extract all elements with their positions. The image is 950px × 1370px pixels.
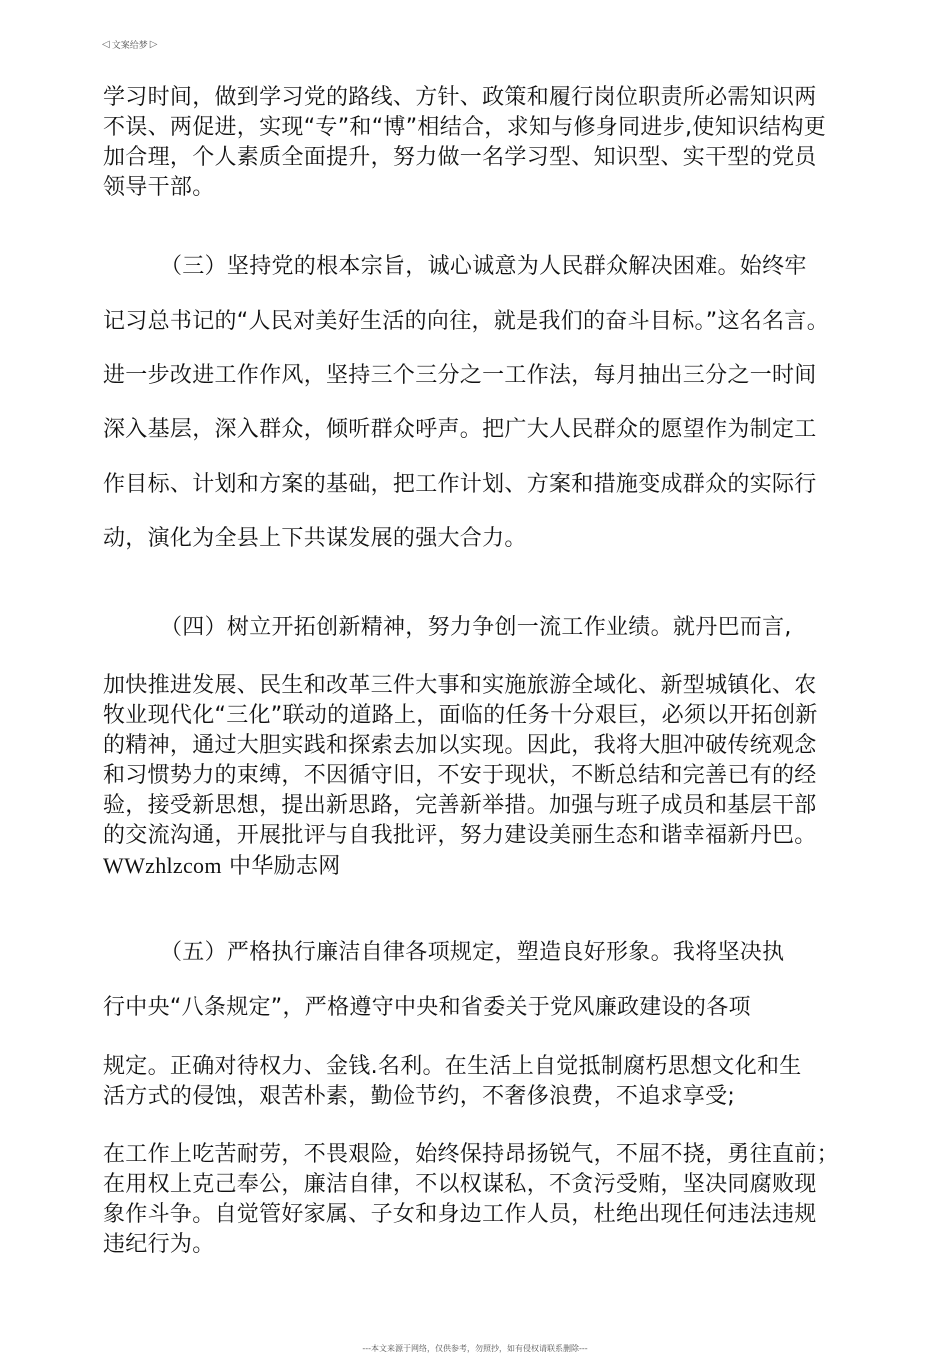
paragraph-4-line-8: 违纪行为。 bbox=[103, 1232, 215, 1257]
paragraph-2-line-1: （三）坚持党的根本宗旨，诚心诚意为人民群众解决困难。始终牢 bbox=[160, 254, 807, 279]
paragraph-4-line-6: 在用权上克己奉公，廉洁自律，不以权谋私，不贪污受贿，坚决同腐败现 bbox=[103, 1172, 817, 1197]
site-name-chinese: 中华励志网 bbox=[221, 854, 341, 879]
paragraph-1-line-3: 加合理，个人素质全面提升，努力做一名学习型、知识型、实干型的党员 bbox=[103, 145, 817, 170]
paragraph-3-site-line bbox=[103, 853, 341, 880]
paragraph-4-line-2: 行中央“八条规定”，严格遵守中央和省委关于党风廉政建设的各项 bbox=[103, 995, 751, 1020]
paragraph-4-line-3: 规定。正确对待权力、金钱.名利。在生活上自觉抵制腐朽思想文化和生 bbox=[103, 1054, 802, 1079]
right-triangle-icon: ▷ bbox=[149, 39, 158, 50]
paragraph-3-line-1: （四）树立开拓创新精神，努力争创一流工作业绩。就丹巴而言, bbox=[160, 615, 792, 640]
paragraph-2-line-5: 作目标、计划和方案的基础，把工作计划、方案和措施变成群众的实际行 bbox=[103, 472, 817, 497]
paragraph-3-line-4: 的精神，通过大胆实践和探索去加以实现。因此，我将大胆冲破传统观念 bbox=[103, 733, 817, 758]
paragraph-3-line-6: 验，接受新思想，提出新思路，完善新举措。加强与班子成员和基层干部 bbox=[103, 793, 817, 818]
paragraph-3-line-3: 牧业现代化“三化”联动的道路上，面临的任务十分艰巨，必须以开拓创新 bbox=[103, 703, 818, 728]
footer-disclaimer: ---本文来源于网络，仅供参考，勿照抄，如有侵权请联系删除--- bbox=[362, 1344, 588, 1353]
paragraph-3-line-2: 加快推进发展、民生和改革三件大事和实施旅游全域化、新型城镇化、农 bbox=[103, 673, 817, 698]
paragraph-2-line-4: 深入基层，深入群众，倾听群众呼声。把广大人民群众的愿望作为制定工 bbox=[103, 417, 817, 442]
paragraph-2-line-2: 记习总书记的“人民对美好生活的向往，就是我们的奋斗目标。”这名名言。 bbox=[103, 309, 829, 334]
paragraph-1-line-2: 不误、两促进，实现“专”和“博”相结合，求知与修身同进步,使知识结构更 bbox=[103, 115, 827, 140]
left-triangle-icon: ◁ bbox=[102, 39, 110, 50]
paragraph-4-line-4: 活方式的侵蚀，艰苦朴素，勤俭节约，不奢侈浪费，不追求享受; bbox=[103, 1084, 736, 1109]
paragraph-2-line-6: 动，演化为全县上下共谋发展的强大合力。 bbox=[103, 526, 527, 551]
paragraph-3-line-5: 和习惯势力的束缚，不因循守旧，不安于现状，不断总结和完善已有的经 bbox=[103, 763, 817, 788]
paragraph-2-line-3: 进一步改进工作作风，坚持三个三分之一工作法，每月抽出三分之一时间 bbox=[103, 363, 817, 388]
header-label: 文案给梦 bbox=[111, 41, 148, 51]
site-name-latin: WWzhlzcom bbox=[103, 853, 222, 878]
paragraph-4-line-5: 在工作上吃苦耐劳，不畏艰险，始终保持昂扬锐气，不屈不挠，勇往直前； bbox=[103, 1142, 839, 1167]
paragraph-1-line-1: 学习时间，做到学习党的路线、方针、政策和履行岗位职责所必需知识两 bbox=[103, 85, 817, 110]
header-watermark bbox=[102, 38, 157, 51]
paragraph-4-line-1: （五）严格执行廉洁自律各项规定，塑造良好形象。我将坚决执 bbox=[160, 940, 785, 965]
paragraph-4-line-7: 象作斗争。自觉管好家属、子女和身边工作人员，杜绝出现任何违法违规 bbox=[103, 1202, 817, 1227]
paragraph-3-line-7: 的交流沟通，开展批评与自我批评，努力建设美丽生态和谐幸福新丹巴。 bbox=[103, 823, 817, 848]
paragraph-1-line-4: 领导干部。 bbox=[103, 175, 215, 200]
